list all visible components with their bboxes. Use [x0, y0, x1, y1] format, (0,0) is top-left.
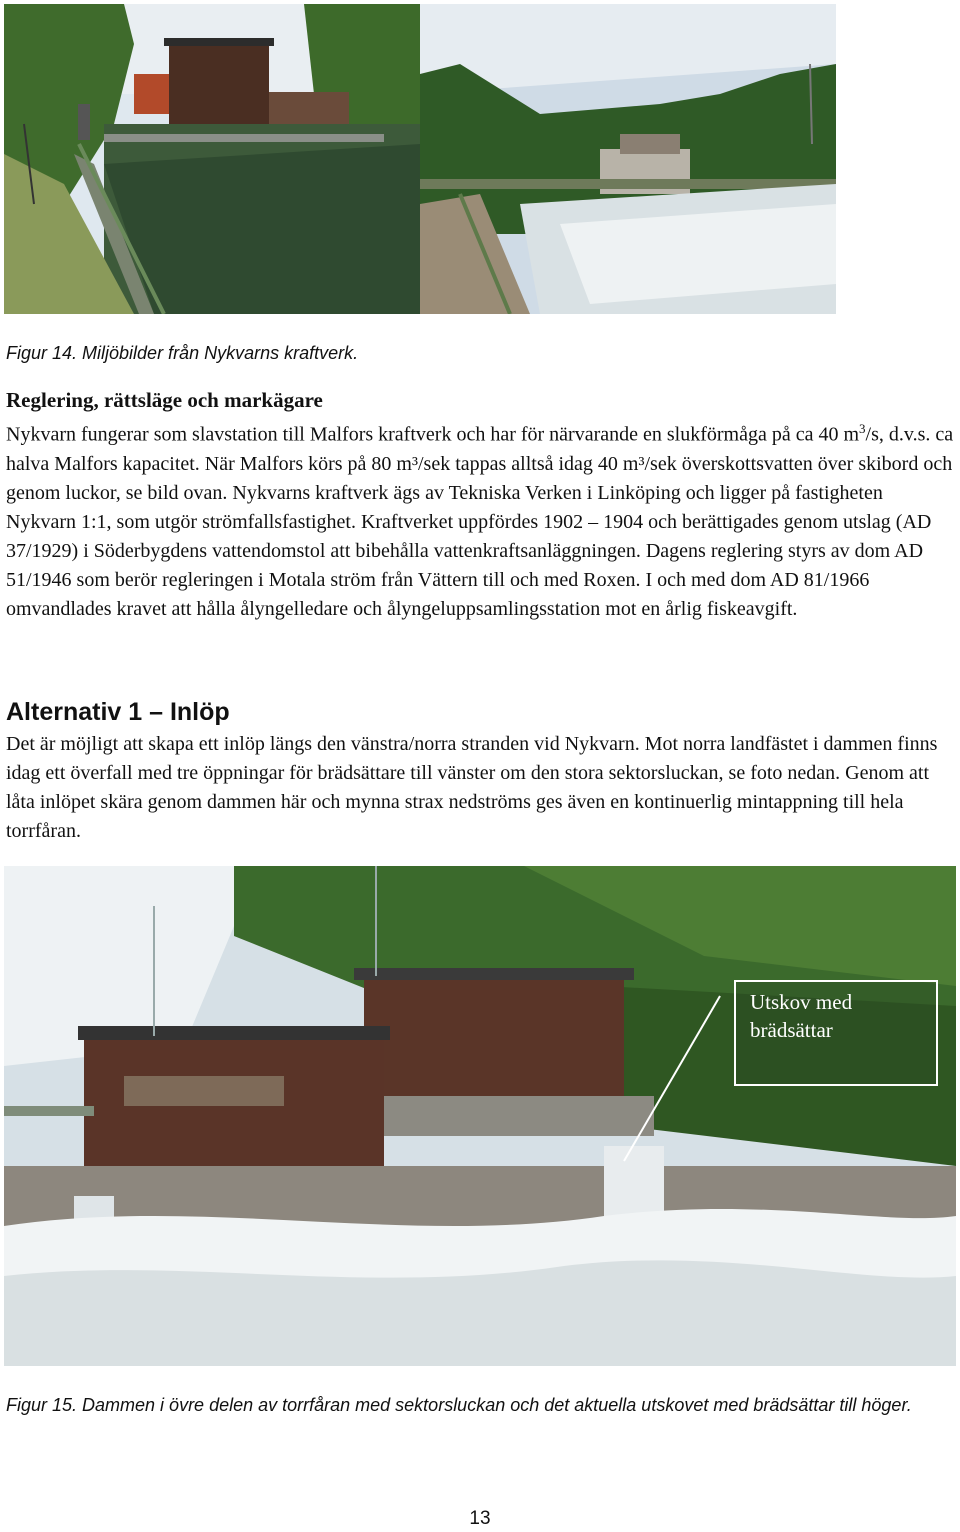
- page-number: 13: [469, 1508, 491, 1529]
- section-paragraph-alternativ-1: [6, 730, 956, 846]
- figure14-photo-left: [4, 4, 420, 314]
- section-heading-alternativ-1: Alternativ 1 – Inlöp: [6, 698, 230, 726]
- section-heading-reglering: Reglering, rättsläge och markägare: [6, 388, 323, 412]
- figure14-photo-right: [420, 4, 836, 314]
- figure15-caption: Figur 15. Dammen i övre delen av torrfåran med sektorsluckan och det aktuella utskovet med brädsättar till höger.: [6, 1395, 912, 1415]
- figure15-callout: Utskov med brädsättar: [734, 980, 938, 1086]
- section-paragraph-reglering: [6, 414, 956, 624]
- paragraph-text-rest: /s, d.v.s. ca halva Malfors kapacitet. När Malfors körs på 80 m³/sek tappas alltså idag 40 m³/sek överskottsvatten över skibord och genom luckor, se bild ovan. Nykvarns kraftverk ägs av Tekniska Verken i Linköping och ligger på fastigheten Nykvarn 1:1, som utgör strömfallsfastighet. Kraftverket uppfördes 1902 – 1904 och berättigades genom utslag (AD 37/1929) i Söderbygdens vattendomstol att bibehålla vattenkraftsanläggningen. Dagens reglering styrs av dom AD 51/1946 som berör regleringen i Motala ström från Vättern till och med Roxen. I och med dom AD 81/1966 omvandlades kravet att hålla ålyngelledare och ålyngeluppsamlingsstation mot en årlig fiskeavgift.: [6, 423, 954, 620]
- superscript-3: 3: [859, 421, 866, 436]
- paragraph-text-start: Nykvarn fungerar som slavstation till Malfors kraftverk och har för närvarande en slukförmåga på ca 40 m: [6, 423, 860, 446]
- paragraph-text: Det är möjligt att skapa ett inlöp längs den vänstra/norra stranden vid Nykvarn. Mot norra landfästet i dammen finns idag ett överfall med tre öppningar för brädsättare till vänster om den stora sektorsluckan, se foto nedan. Genom att låta inlöpet skära genom dammen här och mynna strax nedströms ges även en kontinuerlig mintappning till hela torrfåran.: [6, 733, 938, 842]
- figure15-photo: [4, 866, 956, 1366]
- figure14-caption: Figur 14. Miljöbilder från Nykvarns kraftverk.: [6, 343, 359, 363]
